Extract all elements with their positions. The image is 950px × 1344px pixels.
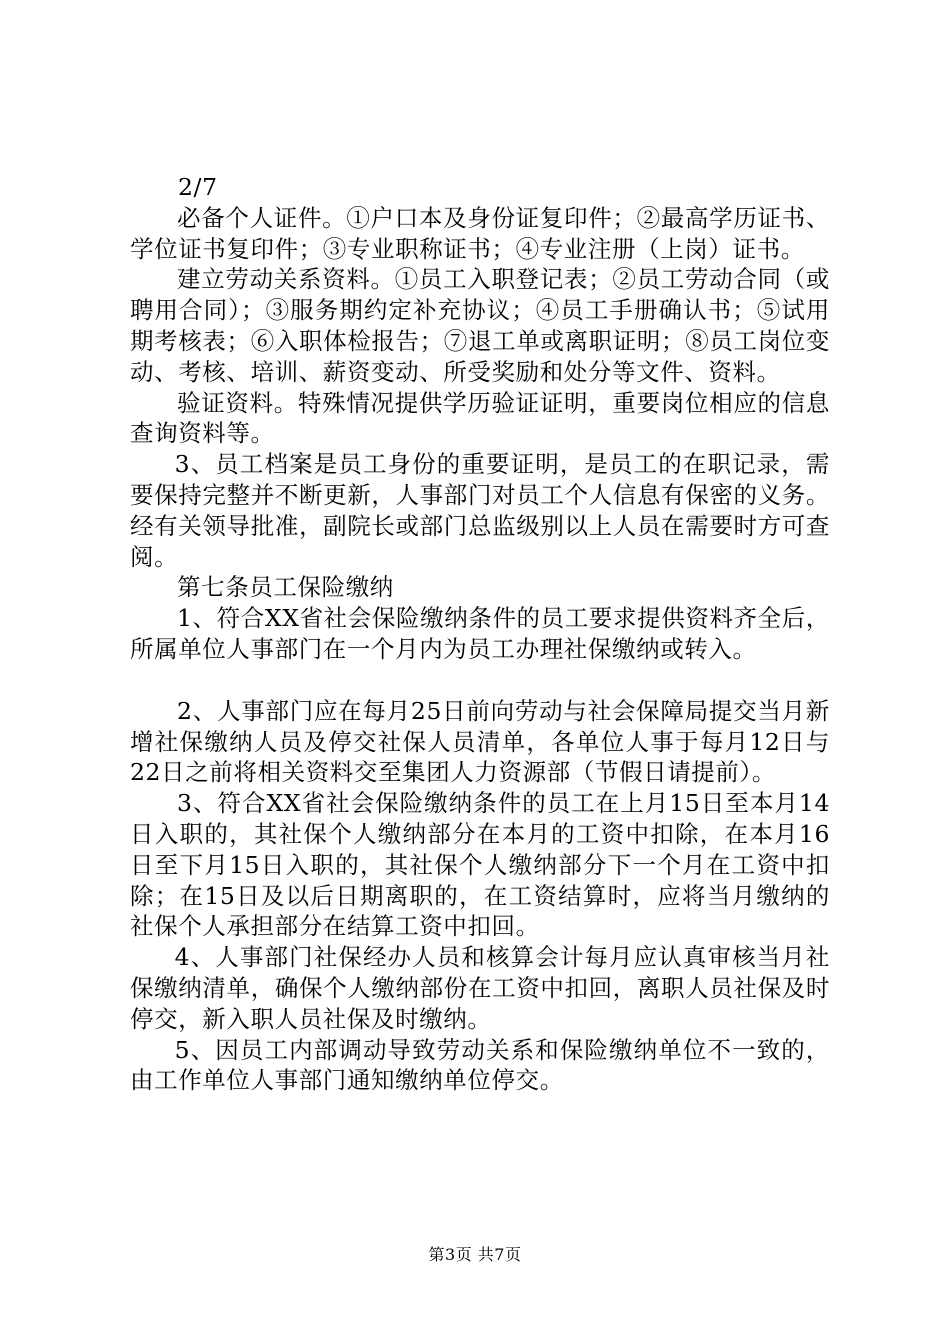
paragraph-archive-confidentiality: 3、员工档案是员工身份的重要证明，是员工的在职记录，需要保持完整并不断更新，人事部门对员工个人信息有保密的义务。经有关领导批准，副院长或部门总监级别以上人员在需要时方可查阅。 <box>130 450 830 571</box>
page-fraction: 2/7 <box>178 173 218 201</box>
paragraph-insurance-item-3: 3、符合XX省社会保险缴纳条件的员工在上月15日至本月14日入职的，其社保个人缴纳部分在本月的工资中扣除，在本月16日至下月15日入职的，其社保个人缴纳部分下一个月在工资中扣除；在15日及以后日期离职的，在工资结算时，应将当月缴纳的社保个人承担部分在结算工资中扣回。 <box>130 789 830 941</box>
paragraph-gap <box>130 665 830 696</box>
paragraph-insurance-item-1: 1、符合XX省社会保险缴纳条件的员工要求提供资料齐全后，所属单位人事部门在一个月内为员工办理社保缴纳或转入。 <box>130 604 830 663</box>
section-heading-article-7: 第七条员工保险缴纳 <box>177 573 394 602</box>
paragraph-insurance-item-2: 2、人事部门应在每月25日前向劳动与社会保障局提交当月新增社保缴纳人员及停交社保人员清单，各单位人事于每月12日与22日之前将相关资料交至集团人力资源部（节假日请提前）。 <box>130 696 830 787</box>
paragraph-insurance-item-4: 4、人事部门社保经办人员和核算会计每月应认真审核当月社保缴纳清单，确保个人缴纳部份在工资中扣回，离职人员社保及时停交，新入职人员社保及时缴纳。 <box>130 943 830 1033</box>
paragraph-verification-materials: 验证资料。特殊情况提供学历验证证明，重要岗位相应的信息查询资料等。 <box>130 388 830 448</box>
paragraph-labor-relation-materials: 建立劳动关系资料。①员工入职登记表；②员工劳动合同（或聘用合同）；③服务期约定补充协议；④员工手册确认书；⑤试用期考核表；⑥入职体检报告；⑦退工单或离职证明；⑧员工岗位变动、考核、培训、薪资变动、所受奖励和处分等文件、资料。 <box>130 265 830 386</box>
page-footer: 第3页 共7页 <box>428 1245 522 1264</box>
document-body <box>130 172 830 1096</box>
paragraph-insurance-item-5: 5、因员工内部调动导致劳动关系和保险缴纳单位不一致的，由工作单位人事部门通知缴纳单位停交。 <box>130 1035 830 1095</box>
paragraph-personal-documents: 必备个人证件。①户口本及身份证复印件；②最高学历证书、学位证书复印件；③专业职称证书；④专业注册（上岗）证书。 <box>130 203 830 263</box>
